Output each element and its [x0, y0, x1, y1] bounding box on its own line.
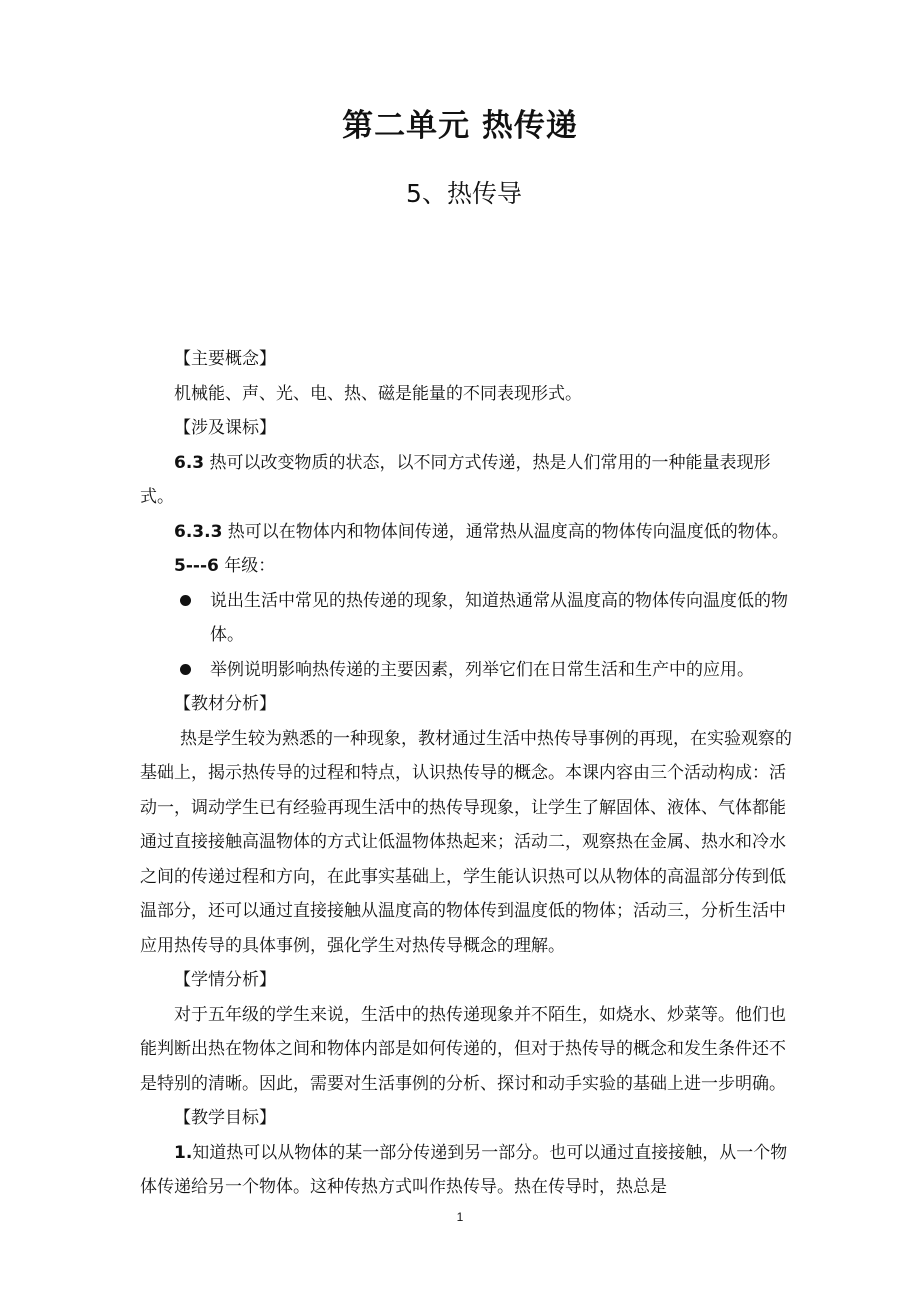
bullet-text: 说出生活中常见的热传递的现象，知道热通常从温度高的物体传向温度低的物体。: [210, 590, 788, 645]
list-item: [140, 584, 792, 653]
standards-heading: 【涉及课标】: [174, 418, 276, 438]
grade-line: [140, 549, 792, 584]
standard-code: 6.3: [174, 452, 205, 473]
document-body: [140, 342, 792, 1205]
textbook-analysis-text: 热是学生较为熟悉的一种现象，教材通过生活中热传导事例的再现，在实验观察的基础上，揭示热传导的过程和特点，认识热传导的概念。本课内容由三个活动构成：活动一，调动学生已有经验再现生活中的热传导现象，让学生了解固体、液体、气体都能通过直接接触高温物体的方式让低温物体热起来；活动二，观察热在金属、热水和冷水之间的传递过程和方向，在此事实基础上，学生能认识热可以从物体的高温部分传到低温部分，还可以通过直接接触从温度高的物体传到温度低的物体；活动三，分析生活中应用热传导的具体事例，强化学生对热传导概念的理解。: [140, 728, 792, 956]
goal-text: 知道热可以从物体的某一部分传递到另一部分。也可以通过直接接触，从一个物体传递给另一个物体。这种传热方式叫作热传导。热在传导时，热总是: [140, 1142, 788, 1197]
grade-bullet-list: [140, 584, 792, 688]
standard-text: 热可以在物体内和物体间传递，通常热从温度高的物体传向温度低的物体。: [222, 521, 789, 542]
teaching-goal-item: [140, 1136, 792, 1205]
bullet-dot-icon: [180, 595, 191, 606]
unit-title: 第二单元 热传递: [342, 108, 578, 144]
textbook-analysis-heading: 【教材分析】: [174, 694, 276, 714]
teaching-goals-heading: 【教学目标】: [174, 1108, 276, 1128]
list-item: [140, 653, 792, 688]
student-analysis-text: 对于五年级的学生来说，生活中的热传递现象并不陌生，如烧水、炒菜等。他们也能判断出热在物体之间和物体内部是如何传递的，但对于热传导的概念和发生条件还不是特别的清晰。因此，需要对生活事例的分析、探讨和动手实验的基础上进一步明确。: [140, 1004, 786, 1094]
standard-text: 热可以改变物质的状态，以不同方式传递，热是人们常用的一种能量表现形式。: [140, 452, 771, 507]
standard-code: 6.3.3: [174, 521, 223, 542]
bullet-text: 举例说明影响热传递的主要因素，列举它们在日常生活和生产中的应用。: [210, 659, 754, 680]
concept-text: 机械能、声、光、电、热、磁是能量的不同表现形式。: [174, 383, 582, 404]
standard-item: [140, 446, 792, 515]
grade-code: 5---6: [174, 556, 219, 576]
student-analysis-heading: 【学情分析】: [174, 970, 276, 990]
concept-heading: 【主要概念】: [174, 349, 276, 369]
bullet-dot-icon: [180, 664, 191, 675]
lesson-title: 5、热传导: [406, 179, 522, 208]
page-number: 1: [456, 1210, 464, 1224]
grade-label: 年级：: [218, 556, 276, 576]
goal-number: 1.: [174, 1142, 193, 1163]
standard-item: [140, 515, 792, 550]
